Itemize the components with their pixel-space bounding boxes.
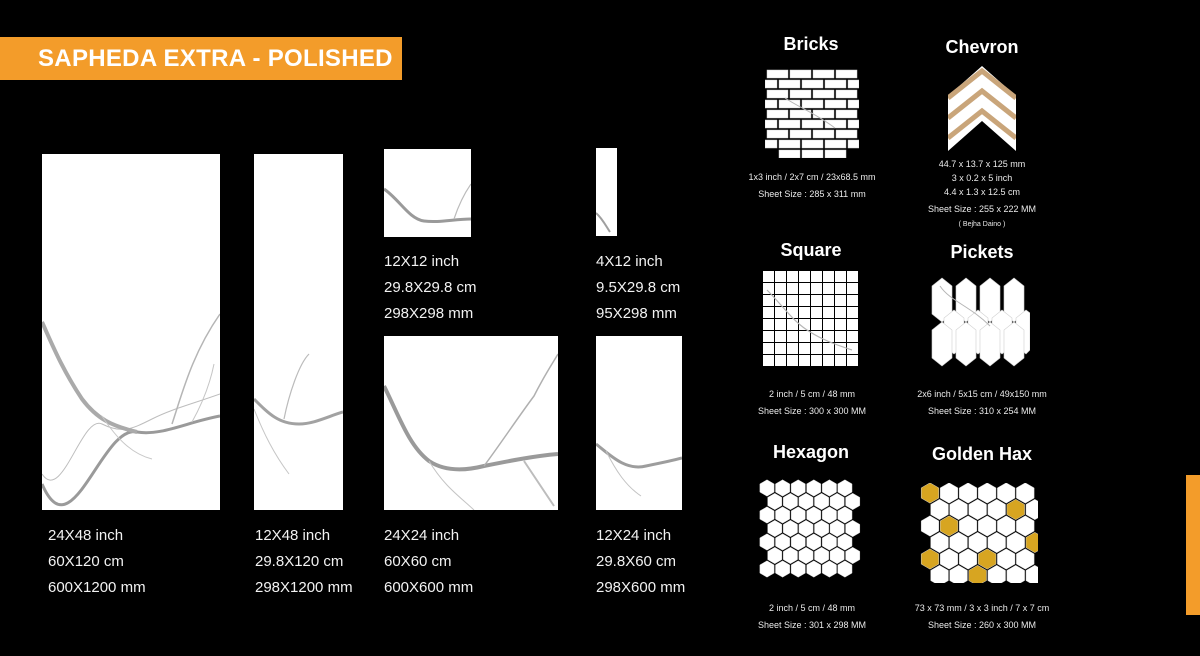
tile-12x48-image bbox=[254, 154, 343, 510]
bricks-mosaic-image bbox=[765, 68, 859, 158]
tile-12x48-spec bbox=[255, 523, 353, 601]
hex-tile bbox=[815, 520, 829, 536]
spec-line: 24X48 inch bbox=[48, 527, 124, 544]
spec-line: 29.8X29.8 cm bbox=[384, 279, 477, 296]
hex-tile bbox=[799, 520, 813, 536]
hex-tile bbox=[799, 493, 813, 509]
pickets-mosaic-image bbox=[930, 276, 1030, 368]
hex-tile bbox=[988, 532, 1006, 552]
square-spec bbox=[722, 386, 902, 420]
hex-tile bbox=[791, 507, 805, 523]
spec-line: Sheet Size : 310 x 254 MM bbox=[927, 406, 1037, 416]
hex-tile bbox=[1016, 516, 1034, 536]
collection-banner bbox=[0, 37, 402, 80]
chevron-title: Chevron bbox=[945, 37, 1019, 57]
hex-tile bbox=[1026, 532, 1038, 552]
hex-tile bbox=[760, 507, 774, 523]
hex-tile bbox=[776, 507, 790, 523]
square-title: Square bbox=[780, 240, 842, 260]
hex-tile bbox=[931, 499, 949, 519]
spec-line: 2x6 inch / 5x15 cm / 49x150 mm bbox=[917, 389, 1047, 399]
hex-tile bbox=[776, 480, 790, 496]
spec-line: 600X1200 mm bbox=[48, 579, 146, 596]
spec-line: 600X600 mm bbox=[384, 579, 474, 596]
tile-24x24-spec bbox=[384, 523, 473, 601]
hex-tile bbox=[807, 534, 821, 550]
golden-hax-mosaic-image bbox=[920, 483, 1038, 583]
hex-tile bbox=[950, 532, 968, 552]
hex-tile bbox=[760, 561, 774, 577]
hex-tile bbox=[978, 483, 996, 503]
hex-tile bbox=[921, 549, 939, 569]
hexagon-mosaic-image bbox=[757, 478, 867, 582]
hex-tile bbox=[997, 483, 1015, 503]
hex-tile bbox=[978, 549, 996, 569]
hex-tile bbox=[783, 547, 797, 563]
spec-line: 12X12 inch bbox=[384, 253, 460, 270]
tile-4x12-image bbox=[596, 148, 617, 236]
spec-line: 2 inch / 5 cm / 48 mm bbox=[768, 389, 856, 399]
hex-tile bbox=[959, 483, 977, 503]
pickets-title: Pickets bbox=[950, 242, 1014, 262]
hex-tile bbox=[978, 516, 996, 536]
hex-tile bbox=[931, 565, 949, 583]
hex-tile bbox=[1007, 565, 1025, 583]
spec-line: 4X12 inch bbox=[596, 253, 663, 270]
spec-line: 1x3 inch / 2x7 cm / 23x68.5 mm bbox=[748, 172, 876, 182]
hex-tile bbox=[1007, 499, 1025, 519]
tile-24x48-spec bbox=[48, 523, 146, 601]
hex-tile bbox=[776, 534, 790, 550]
spec-line: 24X24 inch bbox=[384, 527, 460, 544]
hex-tile bbox=[988, 565, 1006, 583]
hex-tile bbox=[846, 520, 860, 536]
spec-line: Sheet Size : 300 x 300 MM bbox=[757, 406, 867, 416]
tile-24x48-image bbox=[42, 154, 220, 510]
hex-tile bbox=[830, 547, 844, 563]
hex-tile bbox=[838, 507, 852, 523]
tile-12x24-image bbox=[596, 336, 682, 510]
hex-tile bbox=[838, 561, 852, 577]
golden-hax-title: Golden Hax bbox=[931, 444, 1033, 464]
hex-tile bbox=[1016, 483, 1034, 503]
spec-line: 12X48 inch bbox=[255, 527, 331, 544]
hex-tile bbox=[830, 520, 844, 536]
chevron-mosaic-image bbox=[948, 66, 1016, 151]
hex-tile bbox=[1026, 499, 1038, 519]
hex-tile bbox=[768, 520, 782, 536]
spec-line: 60X120 cm bbox=[48, 553, 124, 570]
hex-tile bbox=[791, 534, 805, 550]
tile-4x12-spec bbox=[596, 249, 680, 327]
hex-tile bbox=[791, 561, 805, 577]
spec-line: Sheet Size : 285 x 311 mm bbox=[758, 189, 866, 199]
hex-tile bbox=[846, 547, 860, 563]
spec-line: 298X298 mm bbox=[384, 305, 474, 322]
hex-tile bbox=[988, 499, 1006, 519]
hex-tile bbox=[940, 549, 958, 569]
tile-12x12-spec bbox=[384, 249, 477, 327]
hex-tile bbox=[783, 493, 797, 509]
hex-tile bbox=[822, 561, 836, 577]
hex-tile bbox=[830, 493, 844, 509]
spec-line: 4.4 x 1.3 x 12.5 cm bbox=[943, 187, 1021, 197]
hex-tile bbox=[1007, 532, 1025, 552]
hex-tile bbox=[950, 565, 968, 583]
hex-tile bbox=[969, 565, 987, 583]
hex-tile bbox=[822, 507, 836, 523]
hex-tile bbox=[997, 549, 1015, 569]
spec-line: 73 x 73 mm / 3 x 3 inch / 7 x 7 cm bbox=[914, 603, 1050, 613]
hex-tile bbox=[969, 532, 987, 552]
chevron-spec bbox=[892, 157, 1072, 232]
hex-tile bbox=[921, 516, 939, 536]
spec-line: 12X24 inch bbox=[596, 527, 672, 544]
hex-tile bbox=[799, 547, 813, 563]
hex-tile bbox=[776, 561, 790, 577]
hex-tile bbox=[807, 507, 821, 523]
spec-line: 298X600 mm bbox=[596, 579, 686, 596]
spec-line: 29.8X120 cm bbox=[255, 553, 344, 570]
hex-tile bbox=[791, 480, 805, 496]
bricks-spec bbox=[722, 169, 902, 203]
hex-tile bbox=[921, 483, 939, 503]
hex-tile bbox=[815, 493, 829, 509]
hex-tile bbox=[959, 549, 977, 569]
hexagon-spec bbox=[722, 600, 902, 634]
hex-tile bbox=[997, 516, 1015, 536]
hex-tile bbox=[940, 483, 958, 503]
hex-tile bbox=[940, 516, 958, 536]
accent-bar bbox=[1186, 475, 1200, 615]
hex-tile bbox=[822, 480, 836, 496]
spec-line: 3 x 0.2 x 5 inch bbox=[951, 173, 1013, 183]
hex-tile bbox=[760, 480, 774, 496]
pickets-spec bbox=[892, 386, 1072, 420]
hex-tile bbox=[807, 561, 821, 577]
hex-tile bbox=[807, 480, 821, 496]
hex-tile bbox=[838, 480, 852, 496]
spec-line: 2 inch / 5 cm / 48 mm bbox=[768, 603, 856, 613]
hex-tile bbox=[760, 534, 774, 550]
hexagon-title: Hexagon bbox=[772, 442, 850, 462]
tile-12x24-spec bbox=[596, 523, 685, 601]
collection-title: SAPHEDA EXTRA - POLISHED bbox=[38, 44, 393, 72]
hex-tile bbox=[822, 534, 836, 550]
spec-line: 298X1200 mm bbox=[255, 579, 353, 596]
hex-tile bbox=[768, 547, 782, 563]
bricks-title: Bricks bbox=[783, 34, 839, 54]
tile-12x12-image bbox=[384, 149, 471, 237]
spec-line: 44.7 x 13.7 x 125 mm bbox=[938, 159, 1026, 169]
hex-tile bbox=[1016, 549, 1034, 569]
hex-tile bbox=[931, 532, 949, 552]
tile-24x24-image bbox=[384, 336, 558, 510]
square-mosaic-image bbox=[762, 270, 859, 367]
hex-tile bbox=[815, 547, 829, 563]
spec-line: 9.5X29.8 cm bbox=[596, 279, 681, 296]
spec-line: Sheet Size : 260 x 300 MM bbox=[927, 620, 1037, 630]
hex-tile bbox=[969, 499, 987, 519]
spec-line: Sheet Size : 301 x 298 MM bbox=[757, 620, 867, 630]
hex-tile bbox=[838, 534, 852, 550]
golden-hax-spec bbox=[892, 600, 1072, 634]
spec-line: Sheet Size : 255 x 222 MM bbox=[927, 204, 1037, 214]
spec-line: 95X298 mm bbox=[596, 305, 677, 322]
chevron-note: ( Bejha Daino ) bbox=[958, 221, 1006, 228]
hex-tile bbox=[959, 516, 977, 536]
hex-tile bbox=[768, 493, 782, 509]
hex-tile bbox=[846, 493, 860, 509]
spec-line: 29.8X60 cm bbox=[596, 553, 677, 570]
hex-tile bbox=[783, 520, 797, 536]
spec-line: 60X60 cm bbox=[384, 553, 452, 570]
hex-tile bbox=[950, 499, 968, 519]
